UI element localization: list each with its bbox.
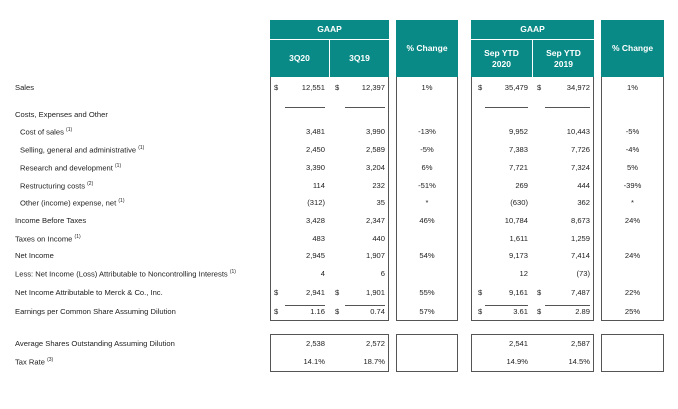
cell-3q20: 2,538: [305, 339, 325, 348]
row-label: [15, 269, 236, 279]
cell-3q19: 2,589: [365, 145, 385, 154]
row-label: [15, 339, 175, 348]
row-label: [20, 181, 93, 191]
cell-pct-change-quarter: 46%: [419, 216, 435, 225]
cell-pct-change-quarter: 57%: [419, 307, 435, 316]
underline-rule: [485, 107, 528, 108]
row-label: [15, 288, 163, 297]
cell-3q19: 3,990: [365, 127, 385, 136]
cell-ytd-2020: 3.61: [513, 307, 528, 316]
cell-3q20: 483: [312, 234, 325, 243]
cell-3q19: 35: [376, 198, 385, 207]
cell-3q19: 12,397: [361, 83, 385, 92]
cell-ytd-2019: 2.89: [575, 307, 590, 316]
underline-rule: [285, 305, 325, 306]
cell-3q19: 0.74: [370, 307, 385, 316]
cell-pct-change-ytd: 24%: [624, 251, 641, 260]
cell-ytd-2020: 7,721: [508, 163, 528, 172]
row-label-text: Less: Net Income (Loss) Attributable to Noncontrolling Interests: [15, 269, 228, 279]
box-bottom-pct-left: [396, 334, 458, 372]
footnote-marker: (1): [118, 198, 125, 204]
cell-ytd-2020: 1,611: [509, 234, 528, 243]
currency-symbol: $: [274, 288, 279, 297]
cell-ytd-2020: 12: [519, 269, 528, 278]
cell-3q19: 232: [372, 181, 385, 190]
col-header-3q20: 3Q20: [270, 40, 329, 77]
cell-3q20: 2,945: [305, 251, 325, 260]
row-label-text: Other (income) expense, net: [20, 198, 117, 208]
footnote-marker: (2): [87, 181, 94, 187]
cell-pct-change-quarter: -13%: [418, 127, 436, 136]
row-label: [15, 83, 34, 92]
cell-ytd-2019: (73): [576, 269, 590, 278]
cell-pct-change-ytd: 5%: [627, 163, 638, 172]
cell-ytd-2019: 7,414: [570, 251, 590, 260]
cell-ytd-2020: 14.9%: [506, 357, 528, 366]
cell-ytd-2019: 2,587: [570, 339, 590, 348]
footnote-marker: (1): [66, 127, 73, 133]
row-label-text: Taxes on Income: [15, 234, 73, 244]
cell-pct-change-ytd: 24%: [624, 216, 641, 225]
cell-ytd-2019: 7,324: [570, 163, 590, 172]
box-bottom-pct-right: [601, 334, 664, 372]
row-label-text: Restructuring costs: [20, 181, 85, 191]
gaap-header-left: GAAP: [270, 20, 389, 40]
cell-ytd-2019: 10,443: [566, 127, 590, 136]
cell-pct-change-quarter: 1%: [421, 83, 433, 92]
cell-pct-change-quarter: -5%: [420, 145, 434, 154]
row-label-text: Net Income Attributable to Merck & Co., Inc.: [15, 288, 163, 297]
currency-symbol: $: [478, 288, 483, 297]
currency-symbol: $: [537, 83, 542, 92]
cell-pct-change-ytd: -39%: [623, 181, 642, 190]
row-label-text: Selling, general and administrative: [20, 145, 137, 155]
cell-ytd-2020: 9,161: [508, 288, 528, 297]
cell-pct-change-quarter: 54%: [419, 251, 435, 260]
row-label: [15, 251, 54, 260]
cell-ytd-2020: 9,173: [508, 251, 528, 260]
footnote-marker: (1): [74, 234, 81, 240]
cell-pct-change-ytd: *: [631, 198, 634, 207]
cell-ytd-2019: 362: [577, 198, 590, 207]
cell-ytd-2019: 34,972: [566, 83, 590, 92]
currency-symbol: $: [537, 307, 542, 316]
cell-3q20: 12,551: [301, 83, 325, 92]
cell-ytd-2020: 9,952: [508, 127, 528, 136]
col-header-sep-ytd-2019: Sep YTD 2019: [532, 40, 594, 77]
cell-ytd-2020: 269: [515, 181, 528, 190]
row-label-text: Average Shares Outstanding Assuming Dilution: [15, 339, 175, 348]
cell-3q19: 440: [372, 234, 385, 243]
underline-rule: [285, 107, 325, 108]
col-header-pct-change-right: % Change: [601, 20, 664, 77]
cell-3q20: 2,941: [305, 288, 325, 297]
cell-3q20: 4: [320, 269, 325, 278]
currency-symbol: $: [274, 83, 279, 92]
row-label: [20, 198, 125, 208]
cell-3q20: 3,481: [305, 127, 325, 136]
cell-ytd-2020: 10,784: [504, 216, 528, 225]
cell-ytd-2019: 444: [577, 181, 590, 190]
row-label: [20, 163, 121, 173]
footnote-marker: (1): [115, 163, 122, 169]
row-label: [15, 307, 176, 316]
underline-rule: [545, 107, 590, 108]
currency-symbol: $: [335, 307, 340, 316]
cell-3q20: 3,390: [305, 163, 325, 172]
underline-rule: [485, 305, 528, 306]
gaap-header-right: GAAP: [471, 20, 594, 40]
cell-pct-change-quarter: 55%: [419, 288, 435, 297]
row-label: [15, 234, 81, 244]
row-label-text: Research and development: [20, 163, 113, 173]
cell-3q20: 2,450: [305, 145, 325, 154]
cell-pct-change-ytd: 1%: [627, 83, 638, 92]
footnote-marker: (1): [229, 269, 236, 275]
row-label-text: Net Income: [15, 251, 54, 260]
footnote-marker: (1): [138, 145, 145, 151]
row-label-text: Cost of sales: [20, 127, 64, 137]
underline-rule: [345, 107, 385, 108]
cell-ytd-2019: 1,259: [570, 234, 590, 243]
cell-3q19: 1,907: [365, 251, 385, 260]
cell-pct-change-quarter: *: [425, 198, 429, 207]
currency-symbol: $: [478, 307, 483, 316]
cell-ytd-2019: 14.5%: [568, 357, 590, 366]
row-label-text: Income Before Taxes: [15, 216, 87, 225]
cell-ytd-2020: (630): [510, 198, 528, 207]
cell-ytd-2020: 35,479: [504, 83, 528, 92]
cell-3q19: 3,204: [365, 163, 385, 172]
col-header-pct-change-left: % Change: [396, 20, 458, 77]
cell-pct-change-ytd: 22%: [624, 288, 641, 297]
cell-3q20: 3,428: [305, 216, 325, 225]
cell-pct-change-ytd: -4%: [625, 145, 640, 154]
cell-3q20: (312): [307, 198, 325, 207]
cell-3q19: 6: [380, 269, 385, 278]
row-label: [20, 127, 72, 137]
row-label-text: Earnings per Common Share Assuming Dilution: [15, 307, 176, 316]
underline-rule: [545, 305, 590, 306]
cell-3q19: 2,347: [365, 216, 385, 225]
row-label-text: Sales: [15, 83, 34, 92]
currency-symbol: $: [478, 83, 483, 92]
currency-symbol: $: [274, 307, 279, 316]
cell-pct-change-quarter: 6%: [421, 163, 433, 172]
underline-rule: [345, 305, 385, 306]
row-label: [20, 145, 144, 155]
cell-3q20: 1.16: [310, 307, 325, 316]
cell-ytd-2020: 7,383: [508, 145, 528, 154]
row-label-text: Tax Rate: [15, 357, 45, 367]
currency-symbol: $: [537, 288, 542, 297]
col-header-sep-ytd-2020: Sep YTD 2020: [471, 40, 532, 77]
currency-symbol: $: [335, 288, 340, 297]
cell-ytd-2020: 2,541: [508, 339, 528, 348]
cell-3q20: 14.1%: [303, 357, 325, 366]
footnote-marker: (3): [47, 357, 54, 363]
cell-pct-change-quarter: -51%: [418, 181, 436, 190]
cell-3q19: 2,572: [365, 339, 385, 348]
cell-pct-change-ytd: 25%: [624, 307, 641, 316]
col-header-3q19: 3Q19: [329, 40, 389, 77]
cell-ytd-2019: 7,487: [570, 288, 590, 297]
row-label: [15, 357, 53, 367]
cell-3q19: 1,901: [365, 288, 385, 297]
cell-ytd-2019: 8,673: [570, 216, 590, 225]
row-label: [15, 110, 108, 119]
row-label: [15, 216, 86, 225]
currency-symbol: $: [335, 83, 340, 92]
row-label-text: Costs, Expenses and Other: [15, 110, 108, 119]
cell-3q20: 114: [312, 181, 325, 190]
cell-pct-change-ytd: -5%: [625, 127, 640, 136]
cell-3q19: 18.7%: [363, 357, 385, 366]
cell-ytd-2019: 7,726: [570, 145, 590, 154]
